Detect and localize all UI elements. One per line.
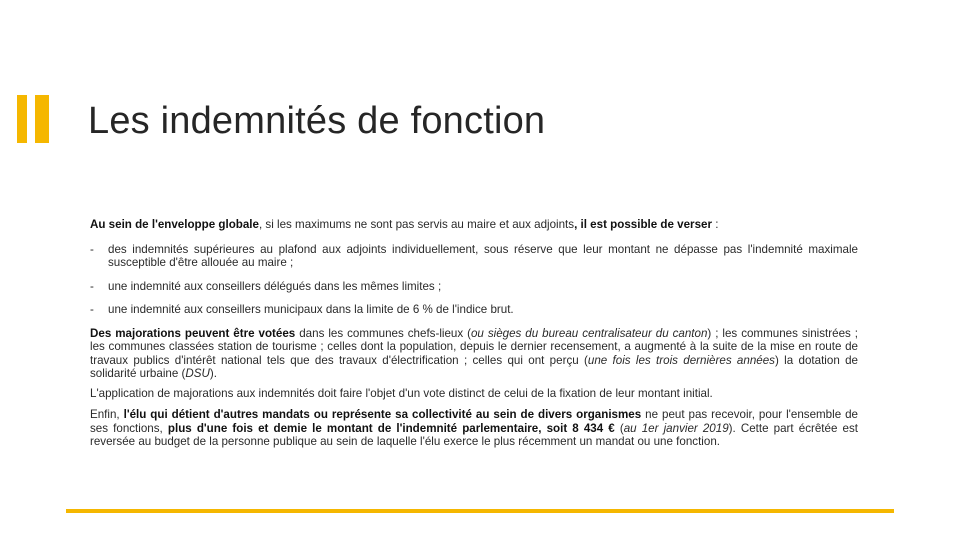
majorations-text-2: ) ; les communes sinistrées ; les communes classées station de tourisme ; celles dont la population, depuis le dernier recensement, a augmenté à la suite de la mise en route de travaux publics d'intérêt national tels que des travaux d'électrification ; celles qui ont perçu (: [90, 326, 858, 367]
majorations-text-1: dans les communes chefs-lieux (: [295, 326, 471, 340]
intro-paragraph: [90, 218, 858, 232]
list-item: [90, 243, 858, 270]
bullet-text: des indemnités supérieures au plafond aux adjoints individuellement, sous réserve que leur montant ne dépasse pas l'indemnité maximale susceptible d'être allouée au maire ;: [108, 242, 858, 269]
majorations-text-4: ).: [209, 367, 217, 380]
intro-bold-1: Au sein de l'enveloppe globale: [90, 218, 259, 231]
majorations-text-3: ) la dotation de solidarité urbaine (: [90, 353, 858, 380]
accent-bar-left: [17, 95, 27, 143]
ecretement-paragraph: [90, 408, 858, 449]
ecretement-text-3: (: [614, 421, 624, 435]
majorations-bold: Des majorations peuvent être votées: [90, 326, 296, 340]
bottom-accent-line: [66, 509, 894, 513]
majorations-italic-2: une fois les trois dernières années: [587, 353, 775, 367]
ecretement-text-1: Enfin,: [90, 408, 124, 421]
intro-bold-2: , il est possible de verser: [574, 218, 712, 231]
ecretement-text-4: ). Cette part écrêtée est reversée au budget de la personne publique au sein de laquelle l'élu exerce le plus récemment un mandat ou une fonction.: [90, 421, 858, 448]
majorations-paragraph: [90, 327, 858, 381]
ecretement-bold-2: plus d'une fois et demie le montant de l'indemnité parlementaire, soit 8 434 €: [167, 421, 615, 435]
vote-paragraph: L'application de majorations aux indemnités doit faire l'objet d'un vote distinct de celui de la fixation de leur montant initial.: [90, 386, 713, 400]
majorations-italic-3: DSU: [185, 367, 210, 380]
title-accent-bars: [17, 95, 49, 143]
ecretement-text-2: ne peut pas recevoir, pour l'ensemble de ses fonctions,: [90, 408, 858, 435]
bullet-dash: -: [90, 303, 94, 316]
bullet-dash: -: [90, 279, 94, 293]
accent-bar-right: [35, 95, 49, 143]
ecretement-italic-1: au 1er janvier 2019: [623, 421, 729, 435]
list-item: [90, 303, 858, 317]
intro-text-2: :: [711, 218, 719, 231]
ecretement-bold-1: l'élu qui détient d'autres mandats ou représente sa collectivité au sein de divers organismes: [123, 408, 642, 421]
majorations-italic-1: ou sièges du bureau centralisateur du canton: [470, 326, 708, 340]
bullet-text: une indemnité aux conseillers municipaux dans la limite de 6 % de l'indice brut.: [108, 303, 514, 316]
bullet-text: une indemnité aux conseillers délégués dans les mêmes limites ;: [108, 279, 442, 293]
list-item: [90, 280, 858, 294]
slide-body: [90, 218, 858, 455]
intro-text-1: , si les maximums ne sont pas servis au maire et aux adjoints: [258, 218, 575, 231]
bullet-dash: -: [90, 242, 94, 256]
slide-title: Les indemnités de fonction: [88, 100, 546, 142]
